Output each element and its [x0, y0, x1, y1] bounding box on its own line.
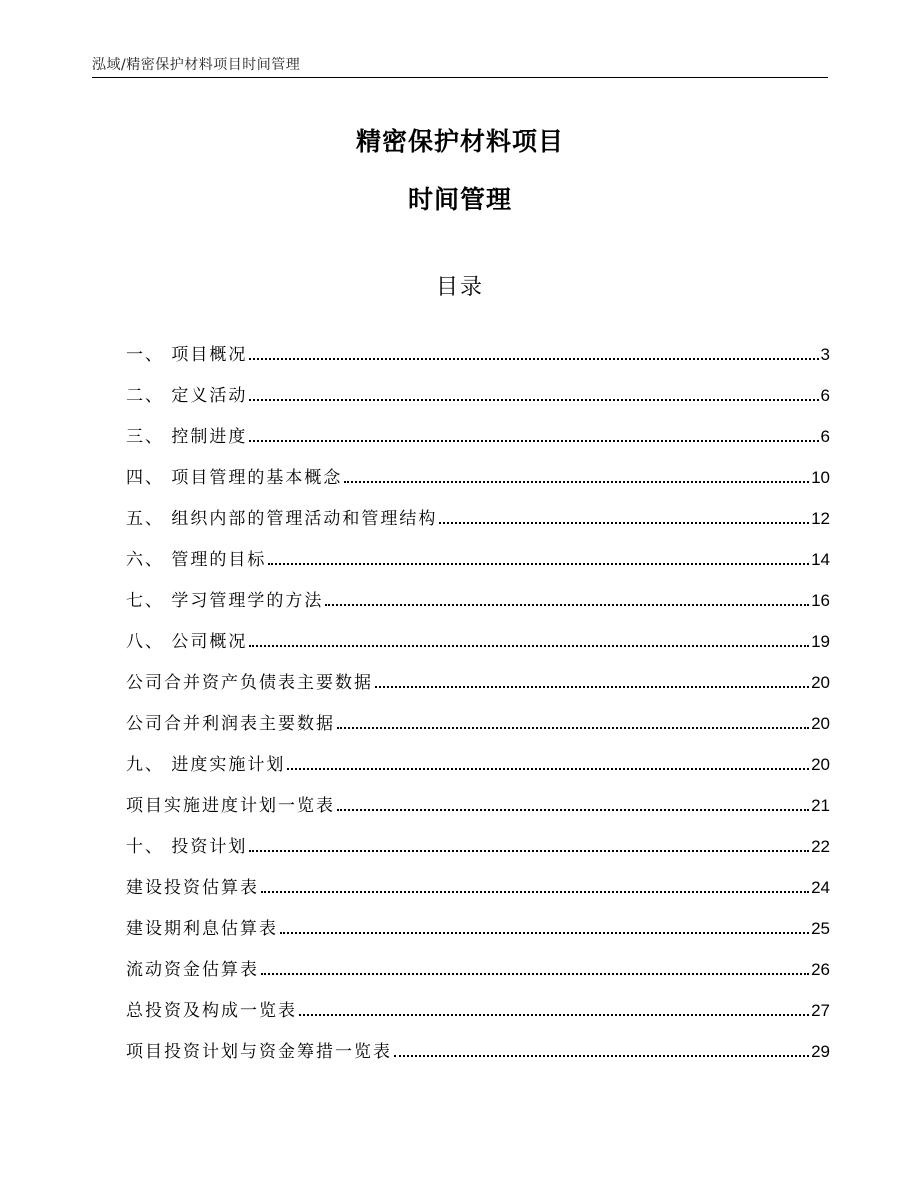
toc-entry[interactable] [126, 406, 830, 447]
toc-entry-page: 19 [811, 632, 830, 651]
toc-entry-label: 二、 定义活动 [126, 386, 248, 406]
toc-entry-label: 六、 管理的目标 [126, 550, 267, 570]
toc-leader-dots [299, 1014, 809, 1016]
toc-entry-label: 建设投资估算表 [126, 878, 259, 898]
toc-entry-label: 流动资金估算表 [126, 960, 259, 980]
toc-leader-dots [261, 973, 809, 975]
document-title: 精密保护材料项目 [355, 127, 564, 156]
toc-entry-label: 七、 学习管理学的方法 [126, 591, 324, 611]
toc-leader-dots [249, 358, 818, 360]
toc-entry-page: 12 [811, 509, 830, 528]
toc-entry-page: 22 [811, 837, 830, 856]
toc-entry-page: 20 [811, 673, 830, 692]
toc-entry-label: 八、 公司概况 [126, 632, 248, 652]
toc-leader-dots [280, 932, 809, 934]
toc-entry[interactable] [126, 488, 830, 529]
toc-entry-page: 20 [811, 714, 830, 733]
toc-entry[interactable] [126, 816, 830, 857]
toc-entry-page: 3 [820, 345, 830, 364]
toc-entry-page: 25 [811, 919, 830, 938]
toc-entry-label: 九、 进度实施计划 [126, 755, 286, 775]
header-divider [92, 77, 828, 78]
toc-entry[interactable] [126, 693, 830, 734]
toc-entry-label: 十、 投资计划 [126, 837, 248, 857]
toc-leader-dots [249, 399, 818, 401]
toc-leader-dots [325, 604, 809, 606]
toc-entry[interactable] [126, 447, 830, 488]
toc-entry-label: 项目实施进度计划一览表 [126, 796, 335, 816]
toc-leader-dots [249, 850, 809, 852]
toc-entry-label: 公司合并利润表主要数据 [126, 714, 335, 734]
toc-leader-dots [394, 1055, 809, 1057]
toc-leader-dots [337, 809, 809, 811]
toc-entry[interactable] [126, 529, 830, 570]
toc-entry-page: 21 [811, 796, 830, 815]
toc-entry[interactable] [126, 734, 830, 775]
toc-entry[interactable] [126, 775, 830, 816]
toc-entry[interactable] [126, 898, 830, 939]
toc-leader-dots [344, 481, 809, 483]
toc-entry[interactable] [126, 857, 830, 898]
toc-leader-dots [287, 768, 809, 770]
toc-leader-dots [249, 440, 818, 442]
toc-entry[interactable] [126, 1021, 830, 1062]
toc-entry[interactable] [126, 365, 830, 406]
toc-entry-page: 24 [811, 878, 830, 897]
toc-entry-label: 一、 项目概况 [126, 345, 248, 365]
toc-leader-dots [337, 727, 809, 729]
toc-heading: 目录 [435, 275, 484, 300]
toc-entry-page: 29 [811, 1042, 830, 1061]
toc-entry-label: 五、 组织内部的管理活动和管理结构 [126, 509, 438, 529]
toc-leader-dots [375, 686, 809, 688]
toc-entry-page: 14 [811, 550, 830, 569]
toc-leader-dots [439, 522, 809, 524]
toc-leader-dots [261, 891, 809, 893]
toc-entry[interactable] [126, 611, 830, 652]
toc-entry-page: 26 [811, 960, 830, 979]
toc-entry-label: 四、 项目管理的基本概念 [126, 468, 343, 488]
toc-entry-label: 总投资及构成一览表 [126, 1001, 297, 1021]
table-of-contents [126, 324, 830, 1062]
toc-entry-page: 6 [820, 386, 830, 405]
toc-entry-page: 10 [811, 468, 830, 487]
toc-entry[interactable] [126, 324, 830, 365]
toc-entry[interactable] [126, 980, 830, 1021]
toc-entry[interactable] [126, 570, 830, 611]
toc-entry-label: 建设期利息估算表 [126, 919, 278, 939]
toc-entry[interactable] [126, 652, 830, 693]
toc-entry-page: 6 [820, 427, 830, 446]
toc-entry-label: 三、 控制进度 [126, 427, 248, 447]
toc-entry-label: 公司合并资产负债表主要数据 [126, 673, 373, 693]
document-subtitle: 时间管理 [407, 185, 512, 214]
toc-entry-page: 20 [811, 755, 830, 774]
toc-entry-page: 27 [811, 1001, 830, 1020]
toc-leader-dots [249, 645, 809, 647]
toc-entry-page: 16 [811, 591, 830, 610]
toc-leader-dots [268, 563, 809, 565]
toc-entry-label: 项目投资计划与资金筹措一览表 [126, 1042, 392, 1062]
toc-entry[interactable] [126, 939, 830, 980]
running-header: 泓域/精密保护材料项目时间管理 [92, 57, 301, 73]
